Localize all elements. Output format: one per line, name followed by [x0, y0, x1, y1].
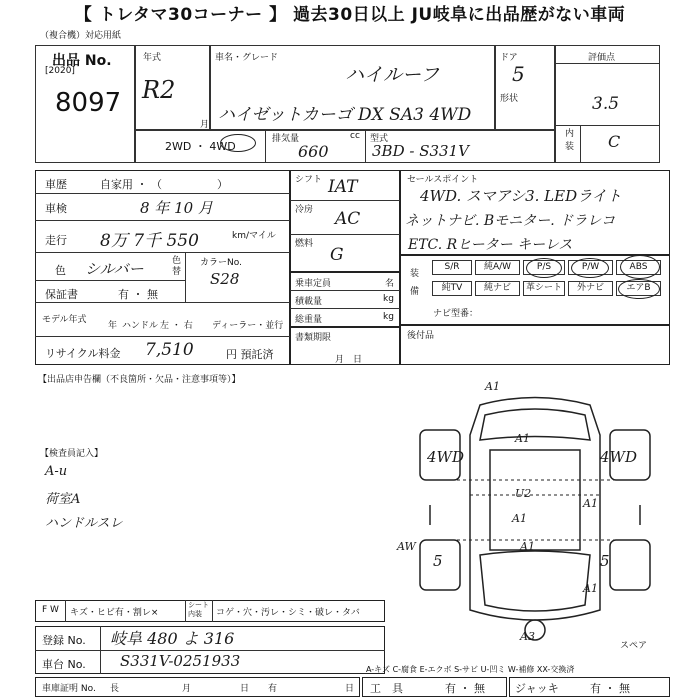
fuel-label: 燃料 — [295, 239, 314, 249]
lot-label: 出品 No. — [52, 53, 112, 69]
registration-label: 登録 No. — [42, 634, 86, 647]
shaken-value: 8 年 10 月 — [140, 199, 213, 217]
fw-items-2: コゲ・穴・汚レ・シミ・破レ・タバ — [216, 608, 360, 618]
color-change-label: 色替 — [172, 256, 182, 277]
mark-front-sill: A1 — [520, 540, 535, 553]
type-label: 型式 — [370, 134, 389, 144]
month-label: 月 — [200, 120, 210, 130]
year-label: 年式 — [143, 53, 162, 63]
fw-items: キズ・ヒビ有・割レ× — [70, 608, 159, 618]
equip-airbag-circle — [618, 279, 660, 299]
doors-value: 5 — [512, 62, 525, 86]
sales-line-3: ETC. Rヒーター キーレス — [408, 237, 573, 253]
handle-label: ハンドル — [122, 321, 159, 331]
car-name: ハイルーフ — [345, 64, 440, 86]
mark-roof2: U2 — [515, 487, 532, 500]
equip-sr: S/R — [432, 260, 472, 275]
car-grade: ハイゼットカーゴ DX SA3 4WD — [218, 105, 472, 125]
warranty-label: 保証書 — [45, 288, 78, 301]
shift-label: シフト — [295, 175, 323, 185]
jack-value: 有 ・ 無 — [590, 682, 630, 695]
disp-label: 排気量 — [272, 134, 300, 144]
deadline-label: 書類期限 — [295, 333, 332, 343]
cert-item-3: 日 — [240, 684, 250, 694]
score-value: 3.5 — [592, 94, 620, 114]
equip-airbag: エアB — [616, 281, 661, 296]
shaken-label: 車検 — [45, 202, 67, 215]
dealer-label: ディーラー・並行 — [212, 321, 284, 331]
drive-options: 2WD ・ 4WD — [165, 140, 236, 153]
mark-roof1: A1 — [515, 432, 530, 445]
lot-number: 8097 — [55, 88, 122, 118]
capacity-unit-3: kg — [383, 312, 394, 322]
recycle-unit: 円 預託済 — [226, 348, 274, 361]
equip-abs: ABS — [616, 260, 661, 275]
equip-leather: 革シート — [523, 281, 565, 296]
model-year-unit: 年 — [108, 321, 118, 331]
shape-label: 形状 — [500, 94, 519, 104]
color-no-label: カラーNo. — [200, 258, 242, 268]
cert-label: 車庫証明 No. — [42, 684, 96, 694]
equip-tv: 純TV — [432, 281, 472, 296]
inspector-note-2: 荷室A — [45, 492, 81, 507]
capacity-load: 積載量 — [295, 297, 323, 307]
mark-rear: A3 — [520, 630, 535, 643]
equip-pw-circle — [571, 258, 609, 278]
interior-label: 内装 — [565, 129, 575, 152]
inspector-note-3: ハンドルスレ — [45, 516, 123, 531]
shift-value: IAT — [328, 177, 358, 197]
disp-unit: cc — [350, 131, 360, 141]
inspector-label: 【検査員記入】 — [40, 449, 104, 459]
chassis-value: S331V-0251933 — [120, 652, 241, 670]
equip-navi: 純ナビ — [475, 281, 520, 296]
sales-line-1: 4WD. スマアシ3. LEDライト — [420, 187, 622, 205]
car-damage-diagram — [400, 375, 670, 650]
warranty-value: 有 ・ 無 — [118, 288, 158, 301]
doors-label: ドア — [500, 53, 518, 63]
capacity-weight: 総重量 — [295, 315, 323, 325]
mark-left: AW — [397, 540, 416, 553]
aircon-value: AC — [335, 209, 361, 229]
registration-value: 岐阜 480 よ 316 — [110, 629, 235, 648]
interior-value: C — [608, 132, 621, 151]
fw-sheet-label: シート内装 — [188, 601, 209, 618]
equip-pw: P/W — [568, 260, 613, 275]
tire-fr: 4WD — [600, 448, 637, 466]
deadline-unit: 月 日 — [335, 355, 363, 365]
mileage-unit: km/マイル — [232, 231, 276, 241]
fuel-value: G — [330, 245, 344, 265]
equip-ps: P/S — [523, 260, 565, 275]
year-value: R2 — [142, 76, 176, 104]
tire-fl: 4WD — [427, 448, 464, 466]
mileage-value: 8万 7千 550 — [100, 231, 199, 251]
after-install-block — [400, 325, 670, 365]
model-year-label: モデル年式 — [42, 315, 87, 325]
declaration-label: 【出品店申告欄（不良箇所・欠品・注意事項等）】 — [38, 375, 241, 385]
recycle-value: 7,510 — [145, 340, 194, 360]
mark-top: A1 — [485, 380, 500, 393]
damage-legend: A-キズ C-腐食 E-エクボ S-サビ U-凹ミ W-補修 XX-交換済 — [366, 665, 575, 674]
color-no-value: S28 — [210, 270, 240, 288]
sales-label: セールスポイント — [407, 175, 479, 185]
recycle-label: リサイクル料金 — [45, 347, 121, 360]
handle-value: 左 ・ 右 — [160, 321, 193, 331]
navi-model-label: ナビ型番： — [433, 309, 479, 319]
cert-item-1: 長 — [110, 684, 120, 694]
mark-side-upper: A1 — [583, 497, 598, 510]
cert-item-4: 有 — [268, 684, 278, 694]
lot-year-tag: [2020] — [45, 66, 75, 76]
after-install-label: 後付品 — [407, 331, 435, 341]
tire-rl: 5 — [433, 552, 443, 570]
chassis-label: 車台 No. — [42, 658, 86, 671]
score-label: 評価点 — [588, 53, 616, 63]
model-code: 3BD - S331V — [372, 142, 469, 160]
cert-item-2: 月 — [182, 684, 192, 694]
history-label: 車歴 — [45, 178, 67, 191]
capacity-passengers: 乗車定員 — [295, 279, 332, 289]
spare-label: スペア — [620, 641, 648, 651]
sales-line-2: ネットナビ. Bモニター. ドラレコ — [405, 213, 616, 229]
cert-item-5: 日 — [345, 684, 355, 694]
capacity-unit-2: kg — [383, 294, 394, 304]
form-subheading: （複合機）対応用紙 — [40, 31, 122, 41]
page-banner: 【 トレタマ30コーナー 】 過去30日以上 JU岐阜に出品歴がない車両 — [0, 0, 700, 30]
mark-center: A1 — [512, 512, 527, 525]
equip-aw: 純A/W — [475, 260, 520, 275]
history-value: 自家用 ・ （ ） — [100, 178, 228, 191]
tools-value: 有 ・ 無 — [445, 682, 485, 695]
equip-ps-circle — [526, 258, 562, 278]
name-label: 車名・グレード — [215, 53, 279, 63]
jack-label: ジャッキ — [515, 682, 559, 695]
equip-abs-circle — [620, 255, 660, 279]
color-label: 色 — [55, 264, 66, 277]
mark-side-lower: A1 — [583, 582, 598, 595]
mileage-label: 走行 — [45, 234, 67, 247]
drive-4wd-circle — [220, 134, 256, 152]
displacement-value: 660 — [298, 142, 329, 161]
color-value: シルバー — [85, 260, 144, 278]
equipment-label: 装備 — [410, 269, 420, 297]
tools-label: 工 具 — [370, 682, 403, 695]
equip-ext-navi: 外ナビ — [568, 281, 613, 296]
fw-label: F W — [42, 605, 59, 615]
inspector-note-1: A-u — [45, 464, 68, 479]
capacity-unit-1: 名 — [385, 279, 395, 289]
tire-rr: 5 — [600, 552, 610, 570]
aircon-label: 冷房 — [295, 205, 314, 215]
